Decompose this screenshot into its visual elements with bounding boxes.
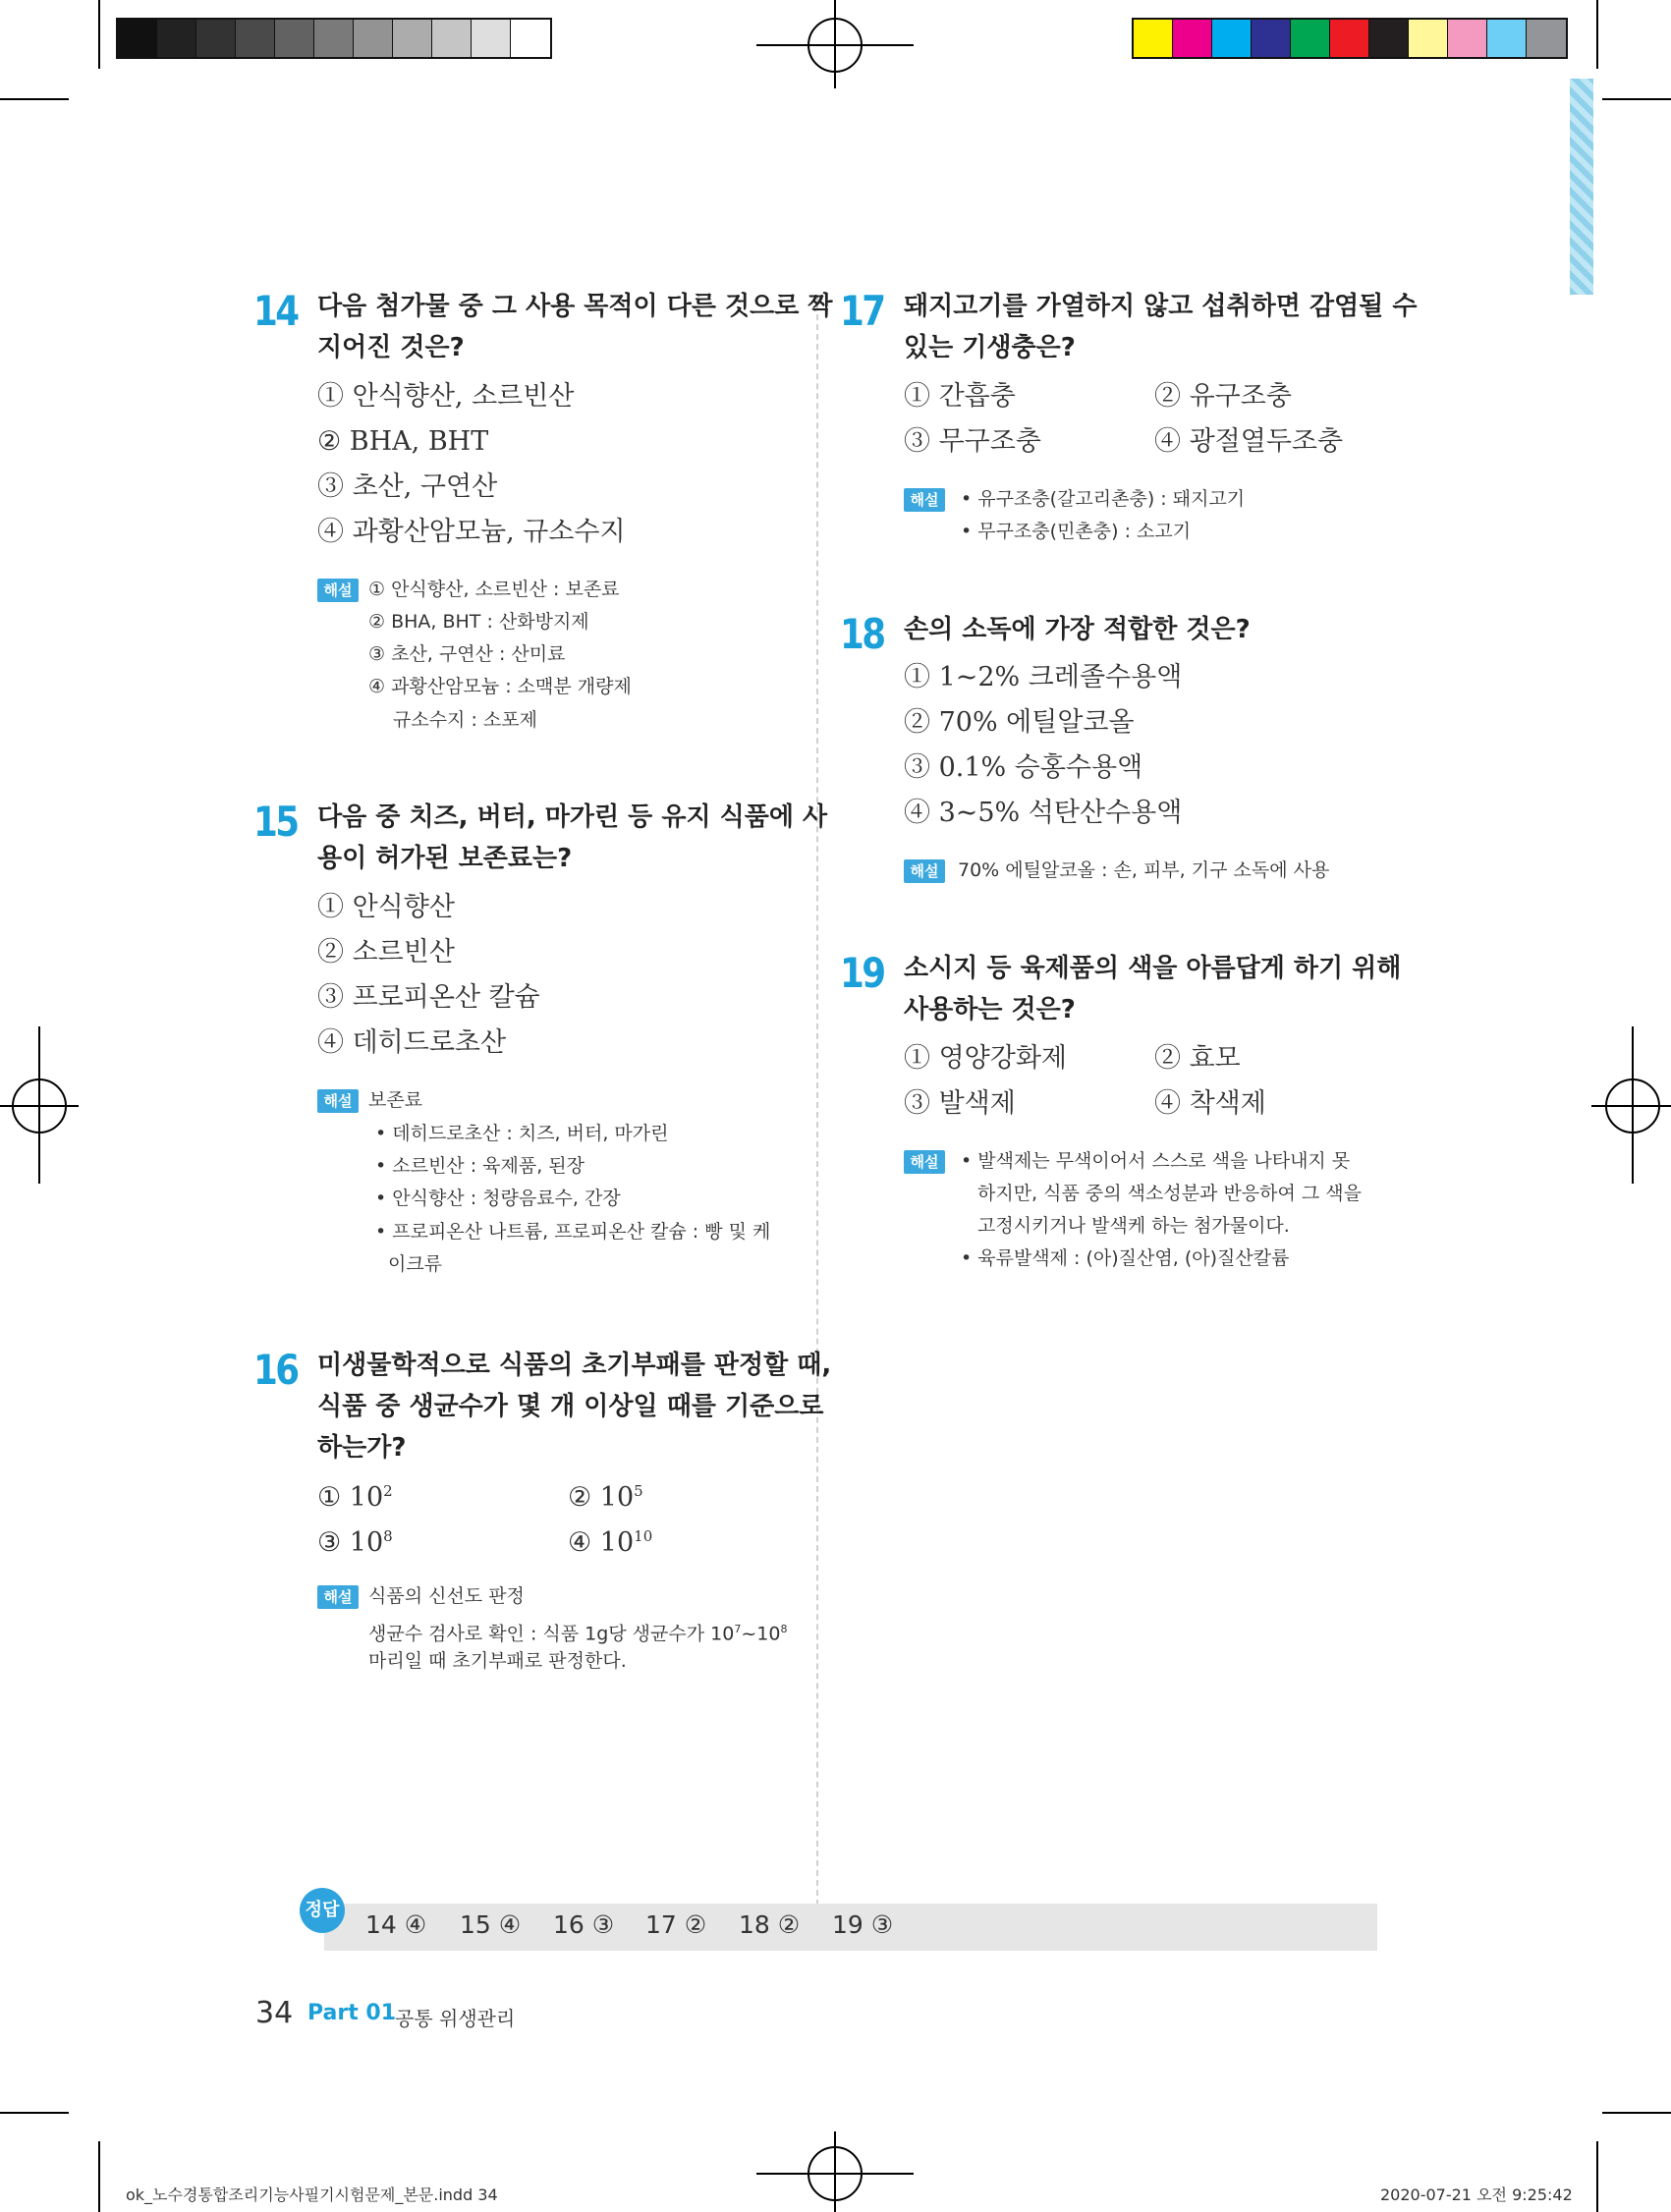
answer-item: 18 ②	[739, 1910, 801, 1939]
color-swatch	[511, 20, 550, 57]
color-swatch	[1487, 20, 1527, 57]
color-swatch	[196, 20, 236, 57]
color-swatch	[472, 20, 511, 57]
explanation-line: ③ 초산, 구연산 : 산미료	[368, 643, 566, 665]
answer-key-label: 정답	[300, 1888, 345, 1933]
gray-color-bar	[116, 18, 552, 59]
question-line: 다음 중 치즈, 버터, 마가린 등 유지 식품에 사	[317, 802, 828, 832]
option: ④ 광절열두조충	[1154, 426, 1344, 457]
option: ② 효모	[1154, 1043, 1241, 1074]
explanation-badge: 해설	[904, 859, 945, 883]
color-swatch	[393, 20, 432, 57]
color-swatch	[1291, 20, 1330, 57]
answer-item: 19 ③	[832, 1910, 894, 1939]
explanation-line: • 무구조충(민촌충) : 소고기	[961, 521, 1192, 542]
question-number: 17	[840, 287, 884, 335]
color-swatch	[1252, 20, 1291, 57]
question-line: 손의 소독에 가장 적합한 것은?	[904, 615, 1251, 644]
explanation-line: • 소르빈산 : 육제품, 된장	[375, 1155, 585, 1177]
page-number: 34	[255, 1996, 294, 2030]
explanation-line: 보존료	[368, 1089, 423, 1111]
question-number: 15	[253, 798, 298, 846]
question-number: 16	[253, 1346, 298, 1394]
explanation-line: • 발색제는 무색이어서 스스로 색을 나타내지 못	[961, 1150, 1351, 1172]
color-swatch	[118, 20, 157, 57]
part-label: Part 01	[307, 2001, 397, 2025]
color-swatch	[432, 20, 472, 57]
column-divider	[816, 295, 818, 1906]
question-line: 있는 기생충은?	[904, 333, 1076, 362]
question-number: 18	[840, 610, 884, 658]
process-color-bar	[1132, 18, 1568, 59]
color-swatch	[1134, 20, 1173, 57]
explanation-line: 고정시키거나 발색케 하는 첨가물이다.	[977, 1215, 1290, 1237]
chapter-tab-strip	[1570, 79, 1593, 295]
explanation-badge: 해설	[317, 1585, 359, 1609]
answer-item: 14 ④	[365, 1910, 427, 1939]
explanation-line: 생균수 검사로 확인 : 식품 1g당 생균수가 $10^7\sim 10^8$	[368, 1623, 788, 1645]
color-swatch	[1409, 20, 1448, 57]
option: ② BHA, BHT	[317, 426, 489, 457]
option: ④ 데히드로초산	[317, 1027, 507, 1058]
option: ③ 초산, 구연산	[317, 471, 498, 502]
explanation-line: • 유구조충(갈고리촌충) : 돼지고기	[961, 488, 1246, 510]
question-number: 14	[253, 287, 298, 335]
explanation-line: 70% 에틸알코올 : 손, 피부, 기구 소독에 사용	[958, 859, 1330, 881]
section-title: 공통 위생관리	[395, 2007, 516, 2030]
answer-item: 16 ③	[553, 1910, 615, 1939]
option: ③ 프로피온산 칼슘	[317, 982, 540, 1013]
question-line: 다음 첨가물 중 그 사용 목적이 다른 것으로 짝	[317, 292, 833, 321]
option: ① 안식향산	[317, 892, 455, 922]
question-line: 식품 중 생균수가 몇 개 이상일 때를 기준으로	[317, 1392, 824, 1421]
color-swatch	[1330, 20, 1369, 57]
option: ② 소르빈산	[317, 937, 455, 968]
option: ② $10^5$	[568, 1482, 643, 1513]
color-swatch	[1212, 20, 1252, 57]
question-line: 미생물학적으로 식품의 초기부패를 판정할 때,	[317, 1351, 832, 1380]
color-swatch	[157, 20, 196, 57]
option: ② 70% 에틸알코올	[904, 707, 1135, 738]
color-swatch	[236, 20, 275, 57]
option: ④ 3~5% 석탄산수용액	[904, 798, 1183, 828]
color-swatch	[275, 20, 314, 57]
option: ③ 발색제	[904, 1088, 1016, 1119]
option: ① 간흡충	[904, 381, 1016, 412]
question-number: 19	[840, 949, 884, 997]
option: ③ 무구조충	[904, 426, 1041, 457]
color-swatch	[1527, 20, 1566, 57]
slug-timestamp: 2020-07-21 오전 9:25:42	[1380, 2185, 1573, 2204]
explanation-badge: 해설	[317, 1089, 359, 1113]
explanation-badge: 해설	[904, 1150, 945, 1174]
option: ③ $10^8$	[317, 1527, 393, 1558]
explanation-line: • 육류발색제 : (아)질산염, (아)질산칼륨	[961, 1247, 1290, 1269]
explanation-line: 규소수지 : 소포제	[393, 709, 537, 731]
color-swatch	[1448, 20, 1487, 57]
question-line: 사용하는 것은?	[904, 995, 1076, 1024]
explanation-line: • 안식향산 : 청량음료수, 간장	[375, 1188, 621, 1209]
question-line: 지어진 것은?	[317, 333, 465, 362]
explanation-line: 식품의 신선도 판정	[368, 1585, 525, 1607]
question-line: 용이 허가된 보존료는?	[317, 844, 573, 873]
color-swatch	[354, 20, 393, 57]
color-swatch	[1173, 20, 1212, 57]
explanation-badge: 해설	[904, 488, 945, 512]
option: ① 1~2% 크레졸수용액	[904, 662, 1183, 692]
option: ④ 과황산암모늄, 규소수지	[317, 517, 626, 547]
question-line: 소시지 등 육제품의 색을 아름답게 하기 위해	[904, 954, 1402, 983]
option: ④ 착색제	[1154, 1088, 1266, 1119]
explanation-line: ① 안식향산, 소르빈산 : 보존료	[368, 579, 620, 600]
explanation-line: 이크류	[388, 1253, 443, 1275]
explanation-line: • 프로피온산 나트륨, 프로피온산 칼슘 : 빵 및 케	[375, 1221, 771, 1243]
question-line: 돼지고기를 가열하지 않고 섭취하면 감염될 수	[904, 292, 1418, 321]
explanation-badge: 해설	[317, 579, 359, 602]
answer-item: 15 ④	[460, 1910, 522, 1939]
option: ③ 0.1% 승홍수용액	[904, 752, 1143, 783]
option: ① 영양강화제	[904, 1043, 1067, 1074]
explanation-line: 마리일 때 초기부패로 판정한다.	[368, 1650, 627, 1672]
explanation-line: • 데히드로초산 : 치즈, 버터, 마가린	[375, 1123, 669, 1144]
slug-filename: ok_노수경통합조리기능사필기시험문제_본문.indd 34	[126, 2185, 498, 2204]
color-swatch	[1369, 20, 1409, 57]
option: ④ $10^{10}$	[568, 1527, 653, 1558]
option: ② 유구조충	[1154, 381, 1292, 412]
color-swatch	[314, 20, 354, 57]
explanation-line: 하지만, 식품 중의 색소성분과 반응하여 그 색을	[977, 1183, 1363, 1204]
question-line: 하는가?	[317, 1433, 407, 1463]
option: ① 안식향산, 소르빈산	[317, 381, 575, 412]
option: ① $10^2$	[317, 1482, 393, 1513]
explanation-line: ② BHA, BHT : 산화방지제	[368, 611, 589, 633]
explanation-line: ④ 과황산암모늄 : 소맥분 개량제	[368, 676, 632, 697]
answer-item: 17 ②	[645, 1910, 707, 1939]
